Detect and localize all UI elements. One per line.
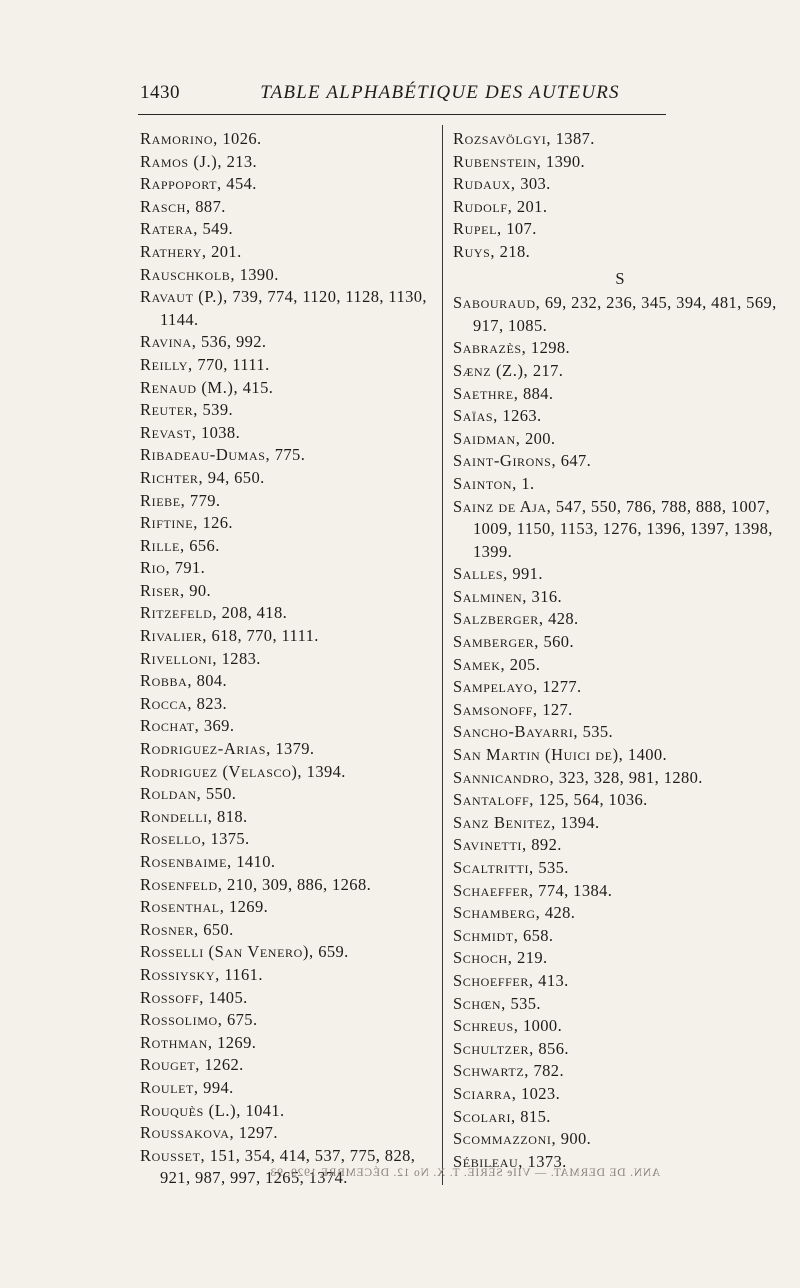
index-entry: Ratera, 549. — [140, 219, 233, 239]
index-entry: Riftine, 126. — [140, 513, 233, 533]
index-entry: Roulet, 994. — [140, 1077, 234, 1097]
index-entry: Rossoff, 1405. — [140, 987, 248, 1007]
index-entry: Saethre, 884. — [453, 383, 554, 403]
index-entry: Salminen, 316. — [453, 586, 563, 606]
index-entry: Rodriguez (Velasco), 1394. — [140, 761, 346, 781]
index-entry: Robba, 804. — [140, 671, 228, 691]
index-entry: Rocca, 823. — [140, 693, 228, 713]
index-entry: Renaud (M.), 415. — [140, 377, 274, 397]
index-entry: Ravaut (P.), 739, 774, 1120, 1128, 1130, 1144. — [140, 287, 427, 329]
index-entry: Scommazzoni, 900. — [453, 1129, 592, 1149]
index-entry: Rudolf, 201. — [453, 196, 548, 216]
index-entry: Rousset, 151, 354, 414, 537, 775, 828, 921, 987, 997, 1265, 1374. — [140, 1145, 416, 1188]
index-entry: Rosenthal, 1269. — [140, 897, 269, 917]
index-entry: Scolari, 815. — [453, 1106, 551, 1126]
index-entry: Salles, 991. — [453, 564, 543, 584]
index-entry: Reuter, 539. — [140, 400, 233, 420]
running-head: TABLE ALPHABÉTIQUE DES AUTEURS — [260, 82, 620, 103]
index-entry: Rouget, 1262. — [140, 1055, 244, 1075]
index-entry: Rossiysky, 1161. — [140, 964, 263, 984]
index-entry: Rathery, 201. — [140, 241, 242, 261]
index-entry: Sabouraud, 69, 232, 236, 345, 394, 481, 569, 917, 1085. — [453, 293, 777, 335]
index-entry: Samek, 205. — [453, 654, 541, 674]
index-entry: Rozsavölgyi, 1387. — [453, 129, 595, 148]
index-entry: Ramorino, 1026. — [140, 129, 262, 148]
index-entry: Sannicandro, 323, 328, 981, 1280. — [453, 767, 703, 787]
index-entry: Sabrazès, 1298. — [453, 338, 571, 358]
index-entry: Schoch, 219. — [453, 948, 548, 968]
index-entry: Scaltritti, 535. — [453, 858, 569, 877]
index-entry: Sainton, 1. — [453, 473, 535, 493]
index-entry: Ravina, 536, 992. — [140, 332, 267, 352]
index-entry: Richter, 94, 650. — [140, 467, 265, 487]
index-entry: Sancho-Bayarri, 535. — [453, 722, 614, 742]
column-divider — [442, 125, 443, 1185]
index-entry: Samberger, 560. — [453, 632, 574, 652]
index-entry: Schwartz, 782. — [453, 1061, 564, 1081]
index-entry: Rosenbaime, 1410. — [140, 852, 276, 871]
index-entry: Rivalier, 618, 770, 1111. — [140, 626, 319, 646]
index-entry: Roldan, 550. — [140, 784, 237, 804]
index-entry: Ramos (J.), 213. — [140, 151, 258, 171]
index-entry: Rothman, 1269. — [140, 1032, 257, 1052]
index-entry: Schmidt, 658. — [453, 925, 554, 945]
index-entry: Schreus, 1000. — [453, 1016, 563, 1036]
left-column — [140, 128, 435, 1190]
index-entry: Schaeffer, 774, 1384. — [453, 880, 613, 900]
index-entry: Rosello, 1375. — [140, 829, 250, 849]
index-entry: Saidman, 200. — [453, 428, 556, 448]
index-entry: San Martin (Huici de), 1400. — [453, 745, 668, 765]
index-entry: Rille, 656. — [140, 535, 220, 555]
section-letter: S — [615, 268, 626, 288]
index-entry: Schultzer, 856. — [453, 1038, 569, 1058]
index-entry: Rupel, 107. — [453, 219, 537, 239]
index-entry: Rondelli, 818. — [140, 806, 248, 826]
index-entry: Rochat, 369. — [140, 716, 235, 736]
index-entry: Rudaux, 303. — [453, 174, 551, 194]
index-entry: Revast, 1038. — [140, 422, 241, 442]
right-column — [453, 128, 788, 1173]
index-entry: Salzberger, 428. — [453, 609, 579, 629]
index-entry: Sænz (Z.), 217. — [453, 360, 564, 380]
index-entry: Sciarra, 1023. — [453, 1083, 561, 1103]
index-entry: Schoeffer, 413. — [453, 970, 569, 990]
index-entry: Ritzefeld, 208, 418. — [140, 603, 288, 623]
index-entry: Saint-Girons, 647. — [453, 451, 592, 471]
index-entry: Rubenstein, 1390. — [453, 151, 586, 171]
index-entry: Rosselli (San Venero), 659. — [140, 942, 349, 962]
index-entry: Rappoport, 454. — [140, 174, 257, 194]
index-entry: Rasch, 887. — [140, 196, 226, 216]
index-entry: Schamberg, 428. — [453, 903, 576, 923]
index-entry: Sainz de Aja, 547, 550, 786, 788, 888, 1007, 1009, 1150, 1153, 1276, 1396, 1397, 1398, 1399. — [453, 496, 773, 561]
index-entry: Riser, 90. — [140, 580, 212, 600]
index-entry: Rivelloni, 1283. — [140, 648, 261, 668]
index-entry: Rouquès (L.), 1041. — [140, 1100, 285, 1120]
index-entry: Rio, 791. — [140, 558, 206, 578]
index-entry: Rossolimo, 675. — [140, 1010, 258, 1030]
index-entry: Rodriguez-Arias, 1379. — [140, 739, 315, 759]
index-entry: Schœn, 535. — [453, 993, 541, 1013]
index-entry: Sampelayo, 1277. — [453, 677, 582, 697]
index-entry: Rosner, 650. — [140, 919, 234, 939]
index-entry: Saïas, 1263. — [453, 406, 542, 426]
index-entry: Roussakova, 1297. — [140, 1123, 278, 1143]
index-entry: Samsonoff, 127. — [453, 699, 573, 719]
header-rule — [138, 114, 666, 115]
index-entry: Sébileau, 1373. — [453, 1151, 567, 1171]
index-entry: Santaloff, 125, 564, 1036. — [453, 790, 648, 810]
index-entry: Savinetti, 892. — [453, 835, 562, 855]
page-number: 1430 — [140, 82, 180, 103]
index-entry: Ruys, 218. — [453, 241, 531, 261]
page-footer: ANN. DE DERMAT. — VIIe SÉRIE. T. X. No 12. DÉCEMBRE 1929. 93 — [269, 1167, 661, 1179]
index-entry: Riebe, 779. — [140, 490, 221, 510]
index-entry: Sanz Benitez, 1394. — [453, 812, 600, 832]
index-entry: Ribadeau-Dumas, 775. — [140, 445, 306, 465]
index-entry: Rauschkolb, 1390. — [140, 264, 279, 284]
index-entry: Reilly, 770, 1111. — [140, 354, 270, 374]
index-entry: Rosenfeld, 210, 309, 886, 1268. — [140, 874, 372, 894]
